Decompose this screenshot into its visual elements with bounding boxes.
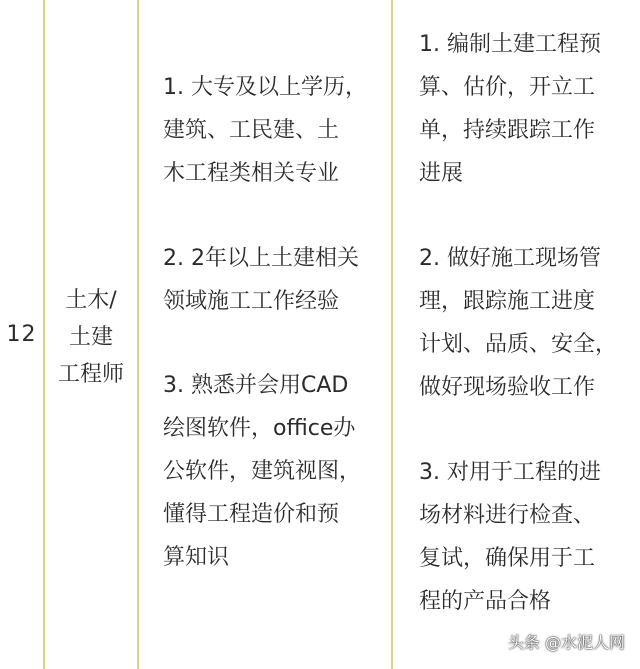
requirement-line: 领域施工工作经验 <box>163 289 340 314</box>
requirement-line: 绘图软件，office办 <box>163 416 356 441</box>
position-title-line: 土木/ <box>65 288 117 313</box>
duty-line: 1. 编制土建工程预 <box>419 32 601 57</box>
position-title <box>45 0 137 669</box>
row-number: 12 <box>6 322 37 347</box>
requirement-line: 3. 熟悉并会用CAD <box>163 373 349 398</box>
duty-line: 理，跟踪施工进度 <box>419 289 596 314</box>
requirement-item-3 <box>163 364 361 579</box>
requirements-column <box>163 0 389 669</box>
duty-line: 复试，确保用于工 <box>419 546 596 571</box>
duty-line: 3. 对用于工程的进 <box>419 460 601 485</box>
duty-item-2 <box>419 237 617 409</box>
requirement-line: 懂得工程造价和预 <box>163 502 340 527</box>
duty-line: 进展 <box>419 161 464 186</box>
duty-line: 单，持续跟踪工作 <box>419 118 596 143</box>
duties-column <box>419 0 637 669</box>
requirement-line: 建筑、工民建、土 <box>163 118 340 143</box>
duty-line: 程的产品合格 <box>419 589 552 614</box>
duty-item-1 <box>419 23 601 195</box>
duty-line: 2. 做好施工现场管 <box>419 246 601 271</box>
duty-line: 算、估价，开立工 <box>419 75 596 100</box>
position-title-line: 土建 <box>68 325 113 350</box>
watermark: 头条 @水泥人网 <box>507 633 625 652</box>
requirement-line: 木工程类相关专业 <box>163 161 340 186</box>
requirement-line: 算知识 <box>163 545 230 570</box>
duty-line: 场材料进行检查、 <box>419 503 596 528</box>
requirement-line: 1. 大专及以上学历， <box>163 75 367 100</box>
requirement-item-2 <box>163 237 359 323</box>
table-border-middle <box>137 0 139 669</box>
requirement-item-1 <box>163 66 367 195</box>
requirement-line: 公软件，建筑视图， <box>163 459 362 484</box>
table-border-right <box>391 0 393 669</box>
requirement-line: 2. 2年以上土建相关 <box>163 246 359 271</box>
duty-line: 计划、品质、安全， <box>419 332 618 357</box>
duty-item-3 <box>419 451 601 623</box>
position-title-line: 工程师 <box>57 362 124 387</box>
duty-line: 做好现场验收工作 <box>419 375 596 400</box>
